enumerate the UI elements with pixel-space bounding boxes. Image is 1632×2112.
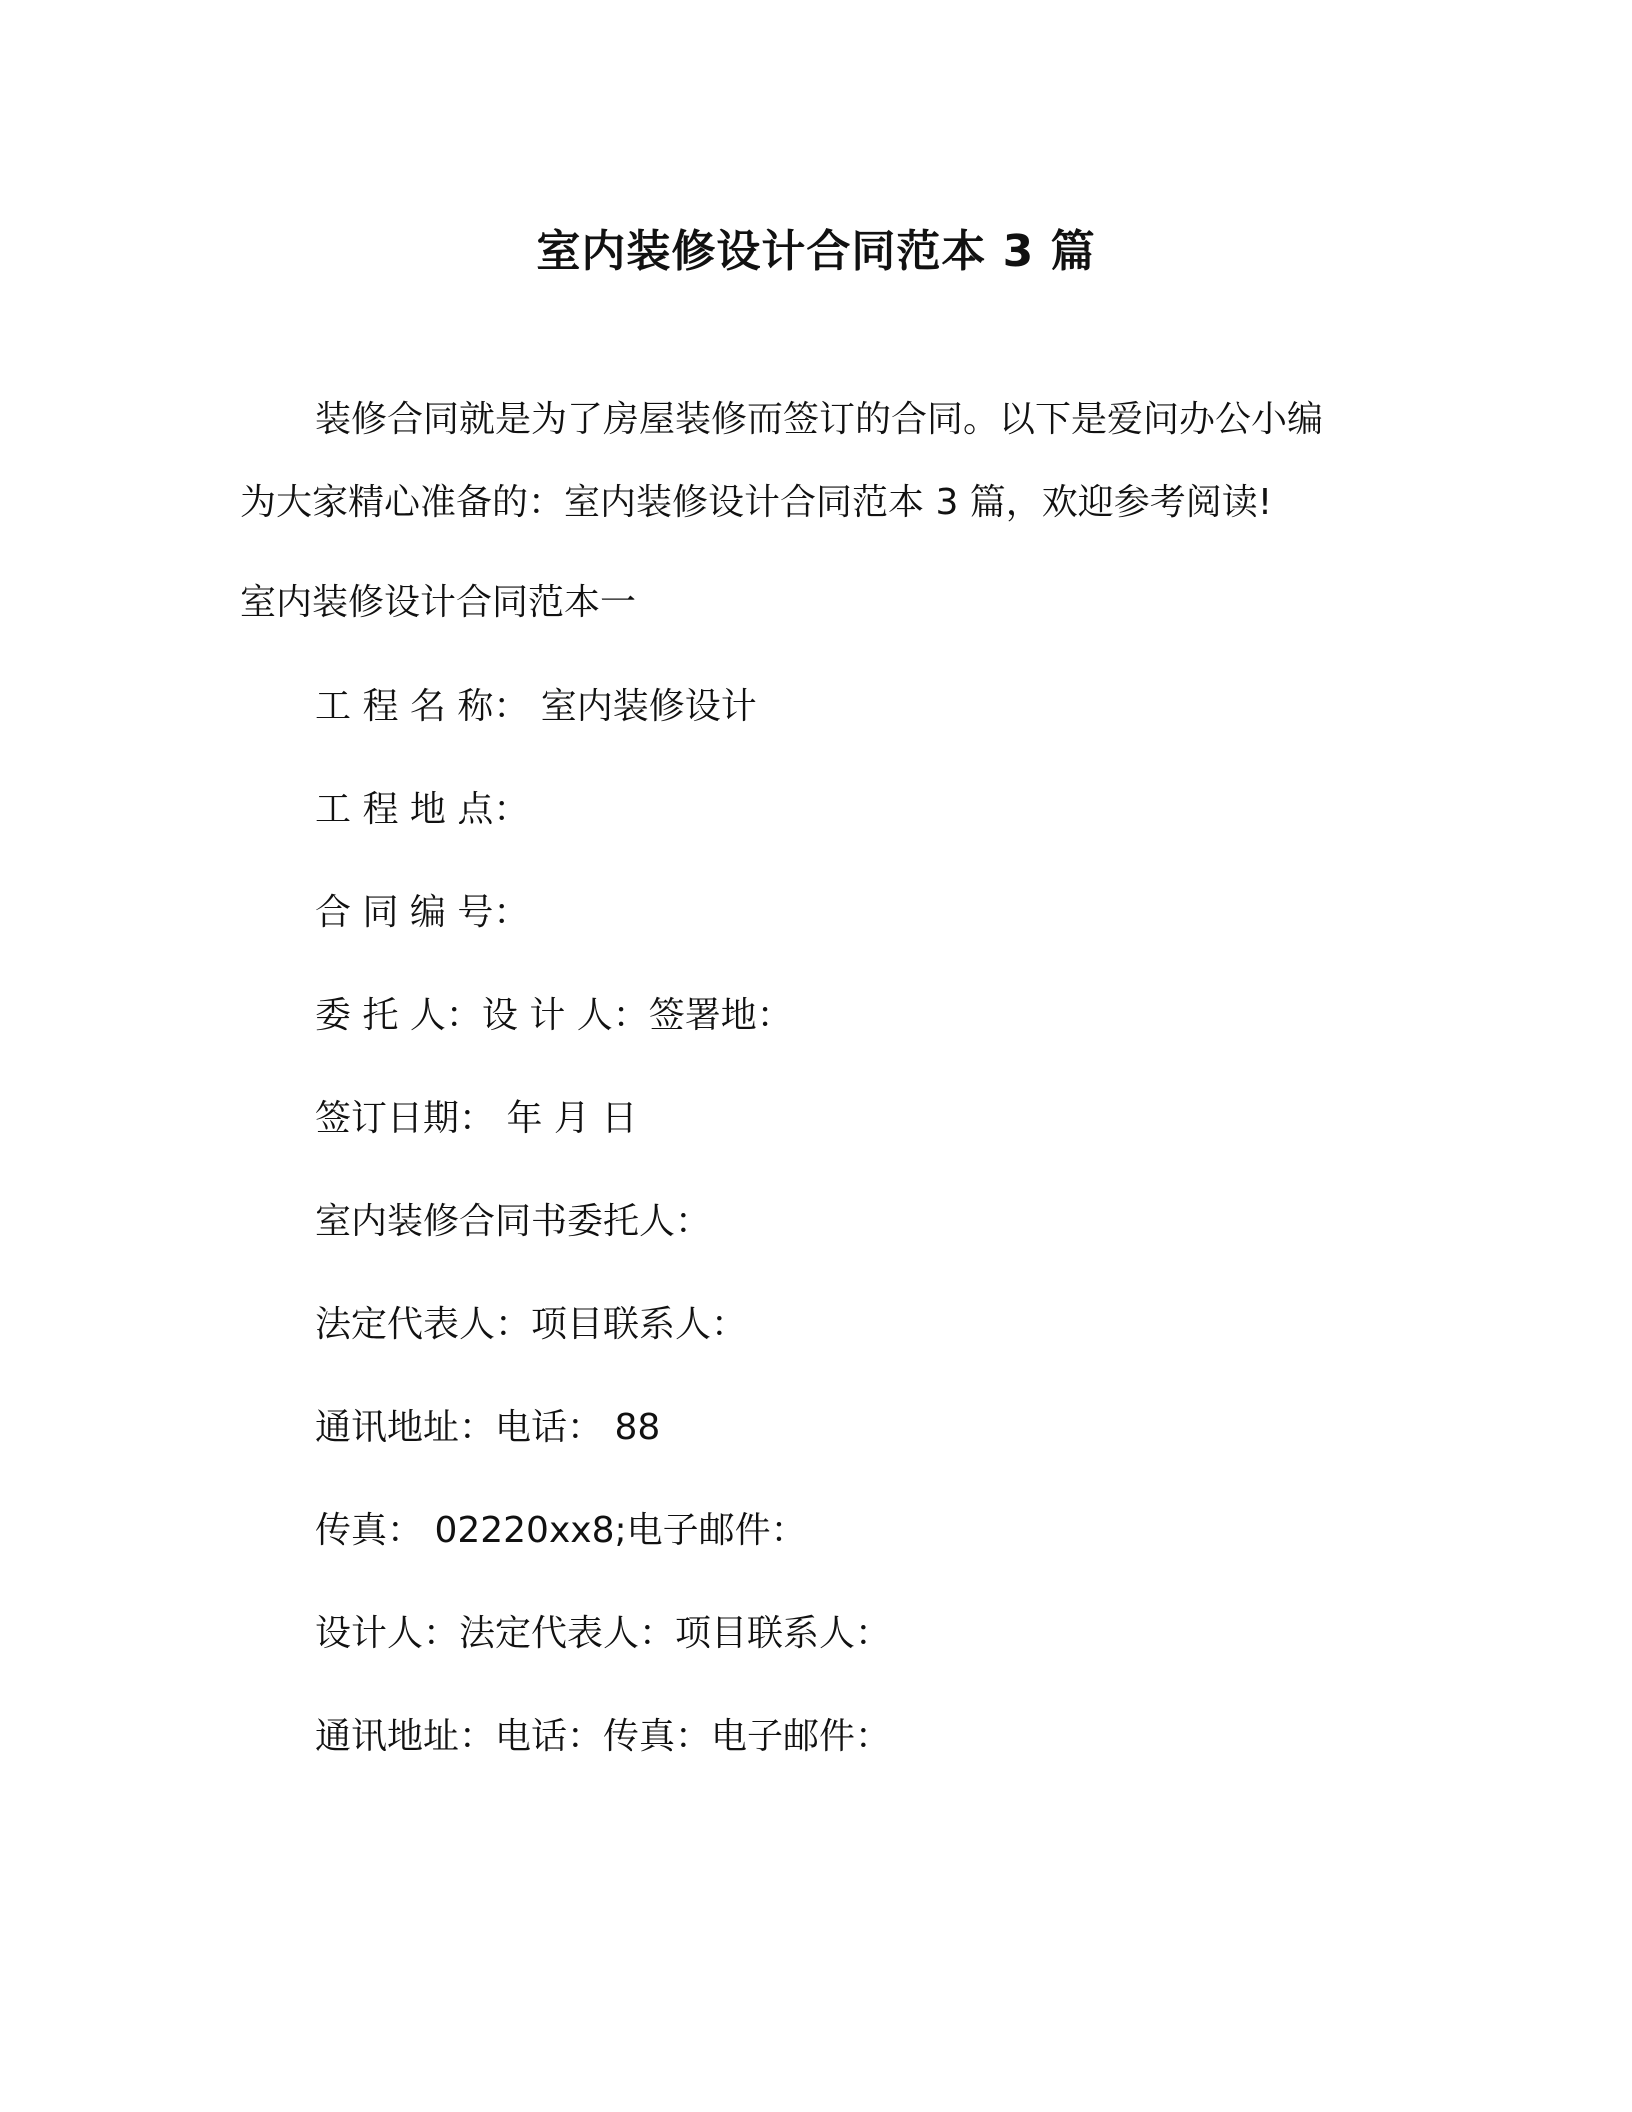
field-contract-number: 合 同 编 号： bbox=[315, 892, 530, 933]
field-sign-date: 签订日期： 年 月 日 bbox=[315, 1098, 638, 1139]
intro-paragraph-line-1: 装修合同就是为了房屋装修而签订的合同。以下是爱问办公小编 bbox=[315, 399, 1324, 440]
field-contract-client: 室内装修合同书委托人： bbox=[315, 1201, 712, 1242]
field-client-fax-email: 传真： 02220xx8;电子邮件： bbox=[315, 1510, 807, 1551]
field-client-representative: 法定代表人：项目联系人： bbox=[315, 1304, 748, 1345]
field-designer-representative: 设计人：法定代表人：项目联系人： bbox=[315, 1613, 892, 1654]
field-designer-contact: 通讯地址：电话：传真：电子邮件： bbox=[315, 1716, 892, 1757]
field-client-address-phone: 通讯地址：电话： 88 bbox=[315, 1407, 661, 1448]
intro-paragraph-line-2: 为大家精心准备的：室内装修设计合同范本 3 篇，欢迎参考阅读! bbox=[240, 482, 1273, 523]
field-project-location: 工 程 地 点： bbox=[315, 789, 530, 830]
field-project-name: 工 程 名 称： 室内装修设计 bbox=[315, 686, 757, 727]
field-parties: 委 托 人：设 计 人：签署地： bbox=[315, 995, 793, 1036]
document-title: 室内装修设计合同范本 3 篇 bbox=[536, 226, 1096, 277]
section-heading: 室内装修设计合同范本一 bbox=[240, 582, 637, 623]
